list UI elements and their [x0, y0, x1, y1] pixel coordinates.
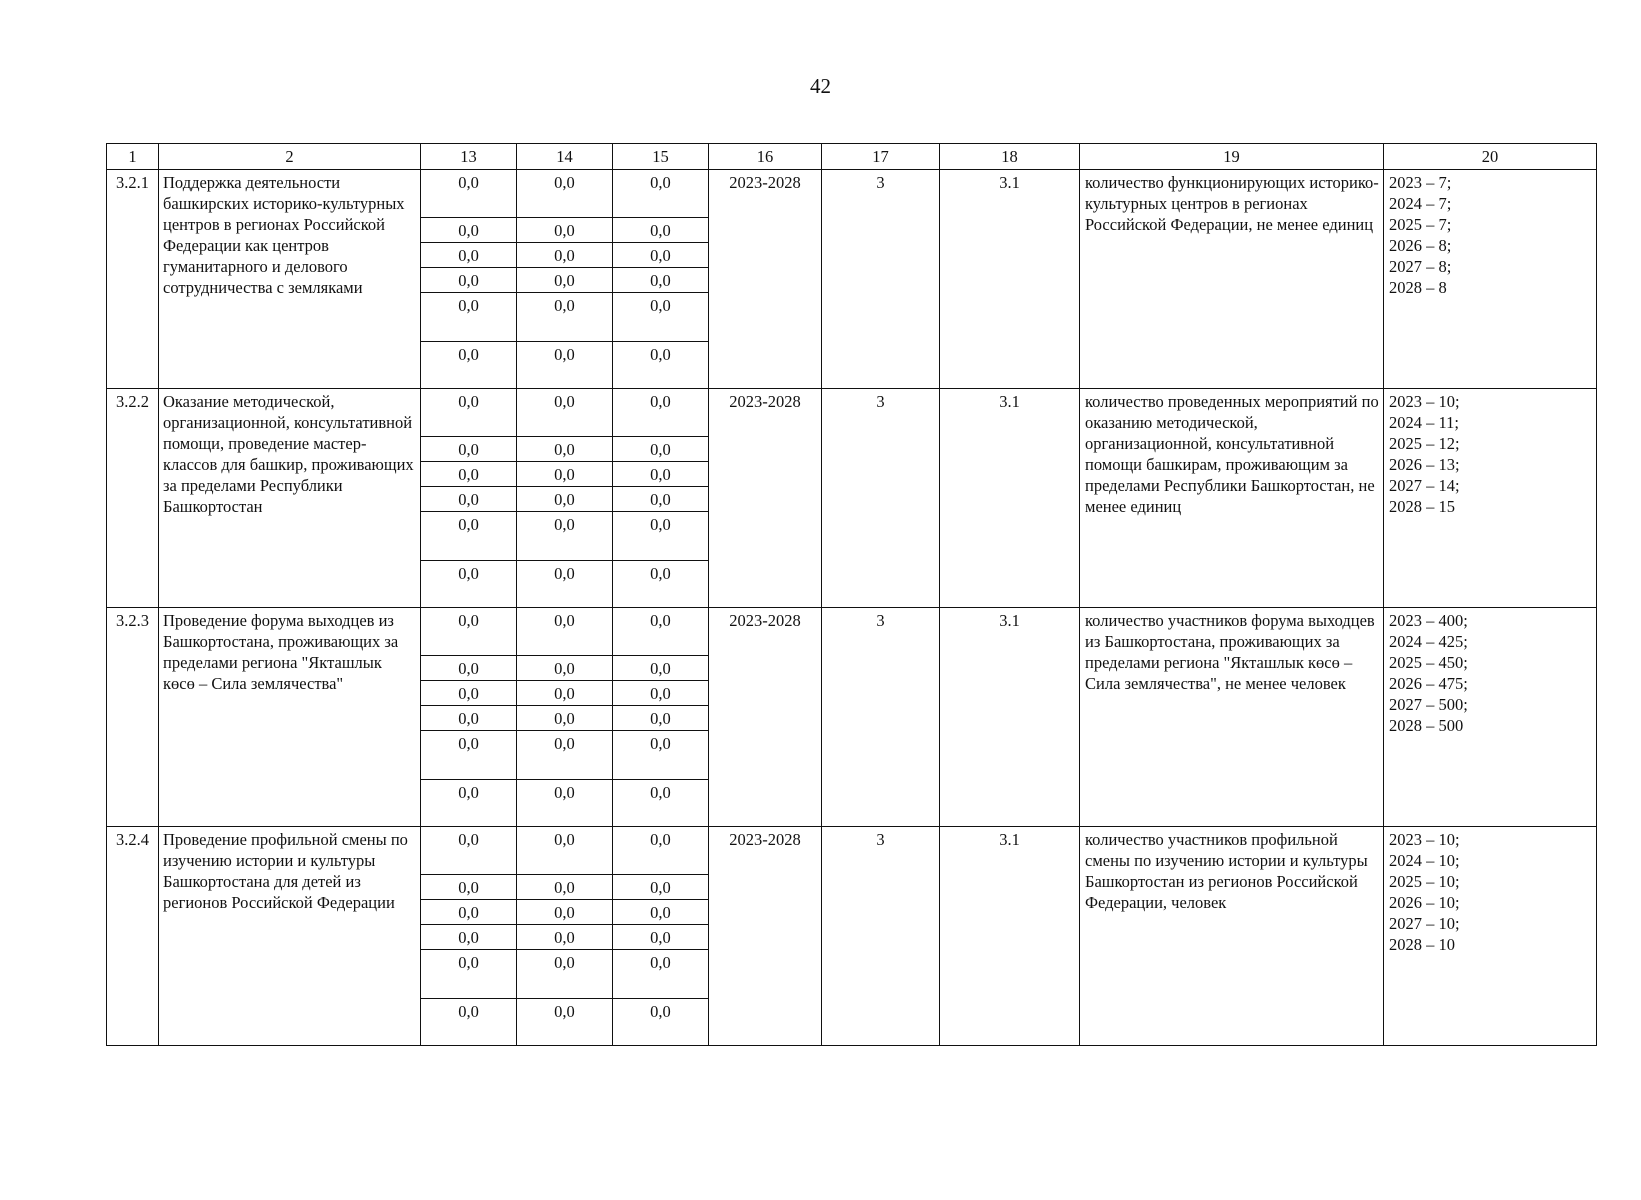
- header-cell: 16: [709, 144, 822, 170]
- finance-row: [421, 827, 708, 875]
- header-cell: 19: [1080, 144, 1384, 170]
- finance-value: 0,0: [517, 268, 613, 293]
- finance-value: 0,0: [517, 780, 613, 827]
- target-values-cell: [1384, 389, 1597, 608]
- finance-value: 0,0: [517, 950, 613, 999]
- finance-value: 0,0: [517, 512, 613, 561]
- finance-row: [421, 900, 708, 925]
- finance-value: 0,0: [421, 268, 517, 293]
- finance-value: 0,0: [612, 437, 708, 462]
- finance-row: [421, 608, 708, 656]
- finance-value: 0,0: [517, 875, 613, 900]
- finance-value: 0,0: [612, 731, 708, 780]
- finance-value: 0,0: [612, 293, 708, 342]
- col17-cell: 3: [822, 608, 940, 827]
- finance-value: 0,0: [517, 293, 613, 342]
- col17-cell: 3: [822, 827, 940, 1046]
- col17-cell: 3: [822, 170, 940, 389]
- row-number: 3.2.2: [107, 389, 159, 608]
- finance-row: [421, 268, 708, 293]
- target-value: 2027 – 14;: [1389, 476, 1460, 495]
- finance-value: 0,0: [517, 170, 613, 218]
- finance-value: 0,0: [421, 462, 517, 487]
- target-value: 2026 – 8;: [1389, 236, 1452, 255]
- finance-value: 0,0: [421, 731, 517, 780]
- target-values-cell: [1384, 827, 1597, 1046]
- row-number: 3.2.4: [107, 827, 159, 1046]
- finance-value: 0,0: [421, 437, 517, 462]
- target-value: 2027 – 10;: [1389, 914, 1460, 933]
- table-header-row: [107, 144, 1597, 170]
- finance-row: [421, 389, 708, 437]
- finance-value: 0,0: [517, 462, 613, 487]
- finance-row: [421, 561, 708, 608]
- finance-value: 0,0: [458, 564, 479, 583]
- finance-subtable: [421, 389, 708, 607]
- finance-value: 0,0: [458, 345, 479, 364]
- finance-value: 0,0: [421, 389, 517, 437]
- finance-value: 0,0: [421, 170, 517, 218]
- finance-value: 0,0: [421, 243, 517, 268]
- header-cell: 1: [107, 144, 159, 170]
- finance-value: 0,0: [421, 706, 517, 731]
- finance-value: 0,0: [612, 999, 708, 1046]
- finance-row: [421, 487, 708, 512]
- finance-value: 0,0: [612, 925, 708, 950]
- col18-cell: 3.1: [940, 827, 1080, 1046]
- finance-row: [421, 243, 708, 268]
- finance-row: [421, 731, 708, 780]
- target-value: 2024 – 425;: [1389, 632, 1468, 651]
- finance-value: 0,0: [421, 681, 517, 706]
- header-cell: 2: [159, 144, 421, 170]
- program-table: [106, 143, 1597, 1046]
- header-cell: 17: [822, 144, 940, 170]
- finance-row: [421, 950, 708, 999]
- header-cell: 14: [517, 144, 613, 170]
- finance-row: [421, 875, 708, 900]
- finance-value: 0,0: [517, 218, 613, 243]
- indicator-cell: количество проведенных мероприятий по оказанию методической, организационной, консультативной помощи башкирам, проживающим за пределами Республики Башкортостан, не менее единиц: [1080, 389, 1384, 608]
- row-number: 3.2.1: [107, 170, 159, 389]
- period-cell: 2023-2028: [709, 170, 822, 389]
- finance-value: 0,0: [421, 608, 517, 656]
- table-row: [107, 170, 1597, 389]
- finance-row: [421, 681, 708, 706]
- finance-cell: [421, 389, 709, 608]
- finance-row: [421, 462, 708, 487]
- finance-value: 0,0: [421, 925, 517, 950]
- finance-value: 0,0: [612, 706, 708, 731]
- finance-value: 0,0: [612, 608, 708, 656]
- target-value: 2028 – 15: [1389, 497, 1455, 516]
- finance-row: [421, 342, 708, 389]
- target-value: 2026 – 475;: [1389, 674, 1468, 693]
- finance-subtable: [421, 170, 708, 388]
- table-row: [107, 389, 1597, 608]
- col18-cell: 3.1: [940, 608, 1080, 827]
- finance-value: 0,0: [517, 487, 613, 512]
- finance-value: 0,0: [421, 900, 517, 925]
- finance-subtable: [421, 608, 708, 826]
- finance-row: [421, 437, 708, 462]
- activity-name: Поддержка деятельности башкирских историко-культурных центров в регионах Российской Федерации как центров гуманитарного и делового сотрудничества с земляками: [159, 170, 421, 389]
- finance-value: 0,0: [612, 900, 708, 925]
- target-value: 2026 – 10;: [1389, 893, 1460, 912]
- target-value: 2023 – 10;: [1389, 830, 1460, 849]
- finance-row: [421, 999, 708, 1046]
- finance-value: 0,0: [612, 656, 708, 681]
- finance-value: 0,0: [612, 462, 708, 487]
- target-value: 2028 – 8: [1389, 278, 1447, 297]
- target-value: 2027 – 8;: [1389, 257, 1452, 276]
- finance-value: 0,0: [517, 681, 613, 706]
- finance-value: 0,0: [517, 706, 613, 731]
- target-value: 2023 – 400;: [1389, 611, 1468, 630]
- finance-value: 0,0: [517, 656, 613, 681]
- finance-value: 0,0: [517, 999, 613, 1046]
- col18-cell: 3.1: [940, 170, 1080, 389]
- finance-value: 0,0: [517, 900, 613, 925]
- target-value: 2023 – 7;: [1389, 173, 1452, 192]
- finance-value: 0,0: [612, 950, 708, 999]
- finance-value: 0,0: [517, 608, 613, 656]
- finance-cell: [421, 827, 709, 1046]
- col18-cell: 3.1: [940, 389, 1080, 608]
- finance-cell: [421, 608, 709, 827]
- finance-value: 0,0: [421, 875, 517, 900]
- finance-cell: [421, 170, 709, 389]
- period-cell: 2023-2028: [709, 827, 822, 1046]
- finance-row: [421, 170, 708, 218]
- target-values-cell: [1384, 170, 1597, 389]
- target-value: 2028 – 10: [1389, 935, 1455, 954]
- activity-name: Оказание методической, организационной, консультативной помощи, проведение мастер-классов для башкир, проживающих за пределами Республики Башкортостан: [159, 389, 421, 608]
- table-row: [107, 608, 1597, 827]
- target-value: 2025 – 450;: [1389, 653, 1468, 672]
- finance-value: 0,0: [517, 827, 613, 875]
- finance-value: 0,0: [612, 342, 708, 389]
- finance-row: [421, 706, 708, 731]
- finance-value: 0,0: [612, 268, 708, 293]
- target-values-cell: [1384, 608, 1597, 827]
- finance-value: 0,0: [612, 487, 708, 512]
- finance-value: 0,0: [612, 561, 708, 608]
- activity-name: Проведение форума выходцев из Башкортостана, проживающих за пределами региона "Якташлык көсө – Сила землячества": [159, 608, 421, 827]
- finance-value: 0,0: [612, 827, 708, 875]
- finance-value: 0,0: [421, 950, 517, 999]
- finance-value: 0,0: [517, 925, 613, 950]
- finance-row: [421, 656, 708, 681]
- finance-value: 0,0: [421, 218, 517, 243]
- target-value: 2023 – 10;: [1389, 392, 1460, 411]
- finance-value: 0,0: [421, 512, 517, 561]
- target-value: 2025 – 12;: [1389, 434, 1460, 453]
- finance-row: [421, 512, 708, 561]
- target-value: 2028 – 500: [1389, 716, 1464, 735]
- row-number: 3.2.3: [107, 608, 159, 827]
- header-cell: 18: [940, 144, 1080, 170]
- target-value: 2027 – 500;: [1389, 695, 1468, 714]
- finance-value: 0,0: [612, 389, 708, 437]
- finance-value: 0,0: [612, 512, 708, 561]
- header-cell: 15: [613, 144, 709, 170]
- table-row: [107, 827, 1597, 1046]
- finance-value: 0,0: [517, 561, 613, 608]
- finance-row: [421, 780, 708, 827]
- finance-subtable: [421, 827, 708, 1045]
- finance-value: 0,0: [517, 389, 613, 437]
- target-value: 2024 – 10;: [1389, 851, 1460, 870]
- finance-value: 0,0: [421, 827, 517, 875]
- header-cell: 13: [421, 144, 517, 170]
- finance-value: 0,0: [612, 875, 708, 900]
- finance-value: 0,0: [517, 731, 613, 780]
- indicator-cell: количество функционирующих историко-культурных центров в регионах Российской Федерации, не менее единиц: [1080, 170, 1384, 389]
- target-value: 2025 – 10;: [1389, 872, 1460, 891]
- finance-value: 0,0: [421, 293, 517, 342]
- finance-value: 0,0: [421, 656, 517, 681]
- finance-value: 0,0: [517, 342, 613, 389]
- target-value: 2025 – 7;: [1389, 215, 1452, 234]
- indicator-cell: количество участников профильной смены по изучению истории и культуры Башкортостан из регионов Российской Федерации, человек: [1080, 827, 1384, 1046]
- finance-row: [421, 925, 708, 950]
- finance-value: 0,0: [421, 487, 517, 512]
- finance-value: 0,0: [612, 780, 708, 827]
- finance-value: 0,0: [612, 170, 708, 218]
- target-value: 2024 – 11;: [1389, 413, 1459, 432]
- finance-value: 0,0: [612, 218, 708, 243]
- col17-cell: 3: [822, 389, 940, 608]
- finance-value: 0,0: [458, 783, 479, 802]
- finance-value: 0,0: [612, 681, 708, 706]
- indicator-cell: количество участников форума выходцев из Башкортостана, проживающих за пределами региона "Якташлык көсө – Сила землячества", не менее человек: [1080, 608, 1384, 827]
- target-value: 2026 – 13;: [1389, 455, 1460, 474]
- finance-value: 0,0: [612, 243, 708, 268]
- header-cell: 20: [1384, 144, 1597, 170]
- period-cell: 2023-2028: [709, 608, 822, 827]
- finance-value: 0,0: [458, 1002, 479, 1021]
- page-number: 42: [810, 74, 831, 98]
- finance-row: [421, 293, 708, 342]
- finance-value: 0,0: [517, 243, 613, 268]
- period-cell: 2023-2028: [709, 389, 822, 608]
- finance-row: [421, 218, 708, 243]
- target-value: 2024 – 7;: [1389, 194, 1452, 213]
- finance-value: 0,0: [517, 437, 613, 462]
- activity-name: Проведение профильной смены по изучению истории и культуры Башкортостана для детей из регионов Российской Федерации: [159, 827, 421, 1046]
